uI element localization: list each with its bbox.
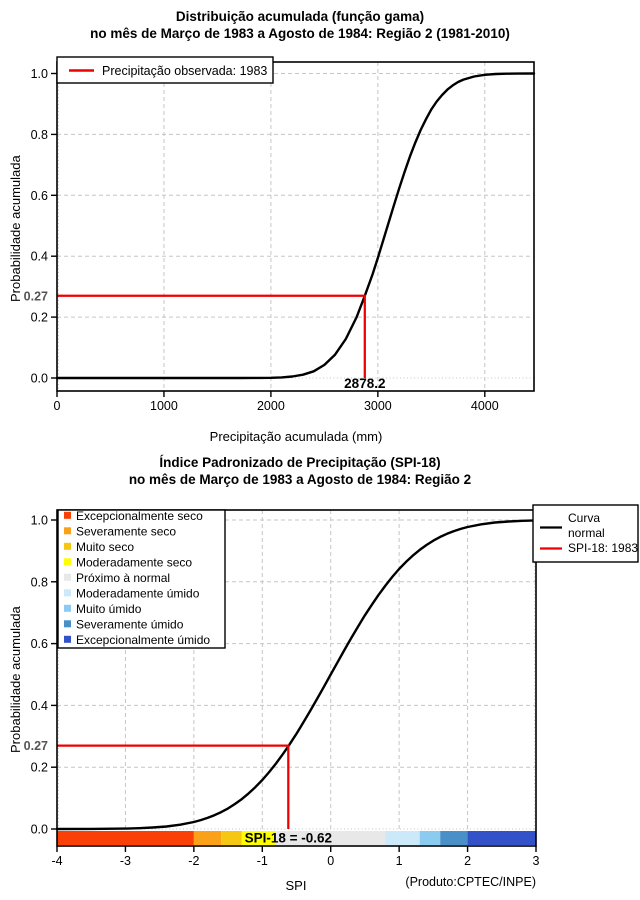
category-label: Severamente úmido [76,617,184,632]
y-tick-label: 0.6 [30,637,48,652]
x-tick-label: 1 [395,854,403,868]
x-tick-label: 0 [53,399,61,413]
category-label: Próximo à normal [76,570,171,585]
cdf-curve [57,74,534,379]
category-label: Moderadamente úmido [76,586,200,601]
chart1-y-axis-label: Probabilidade acumulada [8,155,23,302]
category-swatch [64,589,71,596]
x-tick-label: -1 [256,854,268,868]
category-label: Excepcionalmente seco [76,508,203,523]
chart2-subtitle: no mês de Março de 1983 a Agosto de 1984: Região 2 [128,472,472,487]
spi-bar-segment [420,831,441,845]
x-tick-label: 1000 [150,399,178,413]
spi-bar-segment [385,831,419,845]
y-tick-label: 0.8 [30,127,48,142]
legend-item-label: Curva [568,511,601,525]
x-tick-label: 2 [464,854,472,868]
x-tick-label: 3000 [363,399,392,413]
spi-bar-segment [194,831,221,845]
spi-bar-segment [468,831,536,845]
y-tick-label: 0.8 [30,575,48,590]
category-label: Severamente seco [76,524,177,539]
category-swatch [64,620,71,627]
reference-line [57,296,365,378]
spi-value-annotation: SPI-18 = -0.62 [244,830,333,846]
y-tick-label: 0.4 [30,698,48,713]
x-tick-label: 4000 [470,399,499,413]
legend-item-label: SPI-18: 1983 [568,541,639,555]
legend-item-label: Precipitação observada: 1983 [102,64,268,78]
category-swatch [64,512,71,519]
x-tick-label: -3 [119,854,131,868]
spi-bar-segment [440,831,467,845]
y-tick-label: 0.6 [30,188,48,203]
chart1-x-axis-label: Precipitação acumulada (mm) [209,429,383,444]
category-swatch [64,605,71,612]
category-swatch [64,558,71,565]
y-tick-label: 0.0 [30,822,48,837]
chart2-x-axis-label: SPI [285,878,307,893]
reference-y-value-label: 0.27 [23,289,48,304]
producer-note: (Produto:CPTEC/INPE) [405,875,536,889]
plot-border [57,62,534,391]
spi-bar-segment [57,831,194,845]
x-tick-label: -2 [188,854,200,868]
x-tick-label: 3 [532,854,540,868]
spi-cdf-plot [0,450,640,900]
chart2-y-axis-label: Probabilidade acumulada [8,606,23,753]
category-swatch [64,636,71,643]
legend-item-label: normal [568,526,605,540]
y-tick-label: 1.0 [30,513,48,528]
y-tick-label: 0.0 [30,371,48,386]
reference-y-value-label: 0.27 [23,739,48,754]
y-tick-label: 0.4 [30,249,48,264]
y-tick-label: 0.2 [30,310,48,325]
chart1-subtitle: no mês de Março de 1983 a Agosto de 1984: Região 2 (1981-2010) [90,26,510,41]
y-tick-label: 0.2 [30,760,48,775]
x-tick-label: 2000 [256,399,285,413]
spi-bar-segment [221,831,242,845]
chart2-title: Índice Padronizado de Precipitação (SPI-18) [159,455,441,470]
category-swatch [64,527,71,534]
category-label: Excepcionalmente úmido [76,632,211,647]
category-label: Muito úmido [76,601,142,616]
x-tick-label: 0 [327,854,335,868]
y-tick-label: 1.0 [30,67,48,81]
category-swatch [64,543,71,550]
category-swatch [64,574,71,581]
chart1-title: Distribuição acumulada (função gama) [175,9,425,24]
category-label: Moderadamente seco [76,555,193,570]
x-tick-label: -4 [51,854,63,868]
category-label: Muito seco [76,539,135,554]
reference-x-value-label: 2878.2 [344,376,386,391]
